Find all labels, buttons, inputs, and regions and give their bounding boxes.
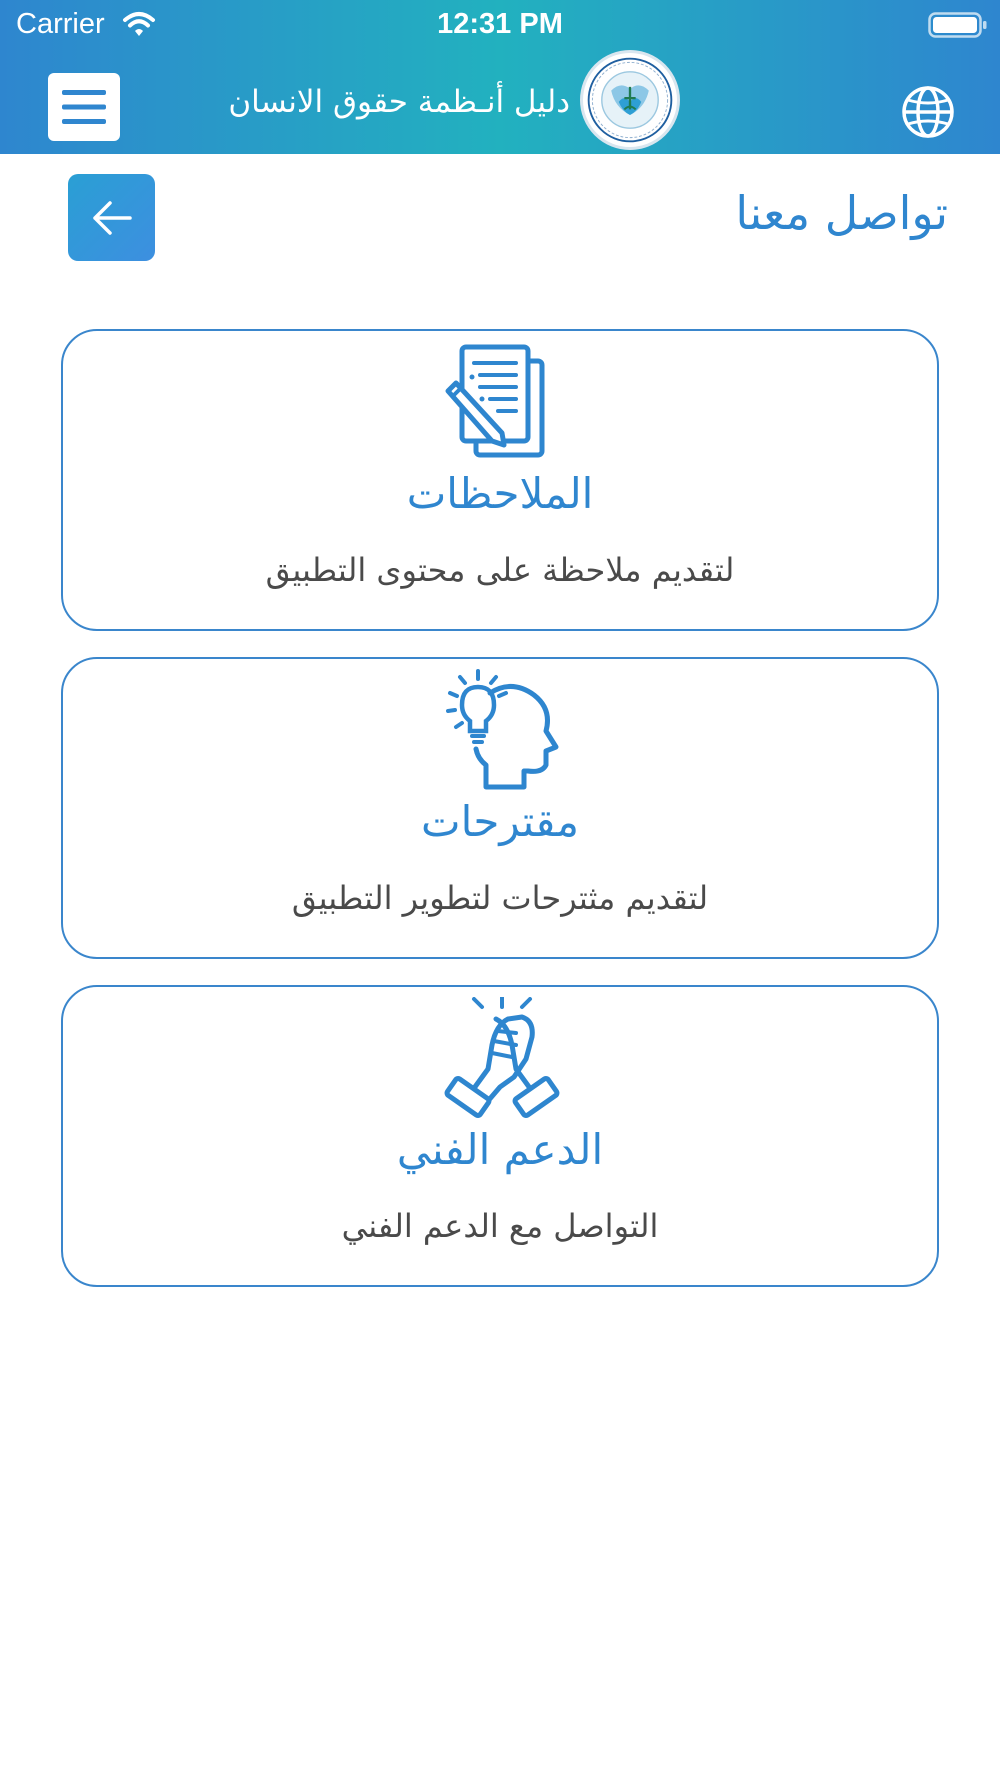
app-title: دليل أنـظمة حقوق الانسان [228,84,570,120]
page-title: تواصل معنا [735,186,948,240]
card-title: الملاحظات [406,469,594,518]
card-title: مقترحات [421,797,579,846]
technical-support-card[interactable] [61,985,939,1287]
card-description: لتقديم ملاحظة على محتوى التطبيق [265,551,735,589]
carrier-label: Carrier [16,8,105,40]
notes-document-pencil-icon [442,341,562,465]
back-button[interactable] [68,174,155,261]
logo [580,50,680,150]
menu-icon [60,87,108,127]
card-title: الدعم الفني [396,1125,604,1174]
card-description: لتقديم مثترحات لتطوير التطبيق [291,879,709,917]
clock: 12:31 PM [437,8,563,40]
suggestions-card[interactable] [61,657,939,959]
globe-icon[interactable] [900,84,956,140]
notes-card[interactable] [61,329,939,631]
arrow-left-icon [90,198,134,238]
status-bar [0,0,1000,50]
card-description: التواصل مع الدعم الفني [341,1207,659,1245]
battery-icon [928,12,988,38]
app-header [0,0,1000,154]
menu-button[interactable] [48,73,120,141]
head-lightbulb-icon [442,669,562,793]
handshake-icon [442,997,562,1121]
